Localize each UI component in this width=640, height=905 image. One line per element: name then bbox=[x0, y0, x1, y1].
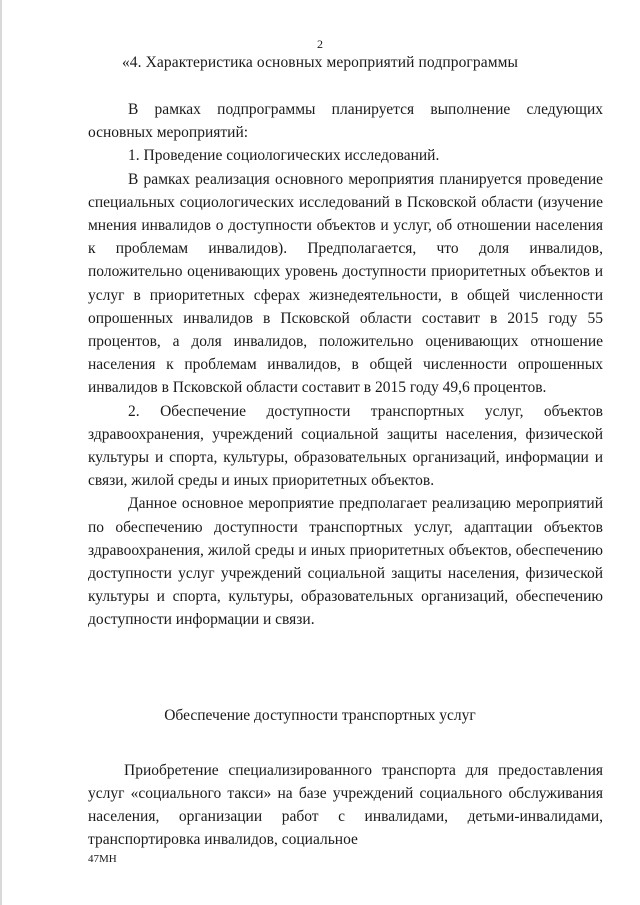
main-body bbox=[88, 98, 603, 632]
page-edge-shadow bbox=[0, 0, 2, 905]
paragraph-intro: В рамках подпрограммы планируется выполнение следующих основных мероприятий: bbox=[88, 101, 603, 142]
paragraph-transport: Приобретение специализированного транспорта для предоставления услуг «социального такси» на базе учреждений социального обслуживания населения, организации работ с инвалидами, детьми-инвалидами, транспортировка инвалидов, социальное bbox=[88, 762, 603, 848]
paragraph-item-2: 2. Обеспечение доступности транспортных услуг, объектов здравоохранения, учреждений социальной защиты населения, физической культуры и спорта, культуры, образовательных организаций, информации и связи, жилой среды и иных приоритетных объектов. bbox=[88, 402, 603, 490]
paragraph-measures: Данное основное мероприятие предполагает реализацию мероприятий по обеспечению доступности транспортных услуг, адаптации объектов здравоохранения, жилой среды и иных приоритетных объектов, обеспечению доступности услуг учреждений социальной защиты населения, физической культуры и спорта, культуры, образовательных организаций, обеспечению доступности информации и связи. bbox=[88, 495, 603, 629]
subheading-transport: Обеспечение доступности транспортных услуг bbox=[164, 707, 476, 724]
document-code: 47МН bbox=[88, 853, 117, 865]
section-title: «4. Характеристика основных мероприятий подпрограммы bbox=[121, 54, 519, 71]
transport-body bbox=[88, 759, 603, 851]
paragraph-item-1: 1. Проведение социологических исследований. bbox=[128, 147, 440, 165]
paragraph-research: В рамках реализация основного мероприятия планируется проведение специальных социологических исследований в Псковской области (изучение мнения инвалидов о доступности объектов и услуг, об отношении населения к проблемам инвалидов). Предполагается, что доля инвалидов, положительно оценивающих уровень доступности приоритетных объектов и услуг в приоритетных сферах жизнедеятельности, в общей численности опрошенных инвалидов в Псковской области составит в 2015 году 55 процентов, а доля инвалидов, положительно оценивающих отношение населения к проблемам инвалидов, в общей численности опрошенных инвалидов в Псковской области составит в 2015 году 49,6 процентов. bbox=[88, 170, 603, 397]
page-number: 2 bbox=[317, 37, 323, 51]
